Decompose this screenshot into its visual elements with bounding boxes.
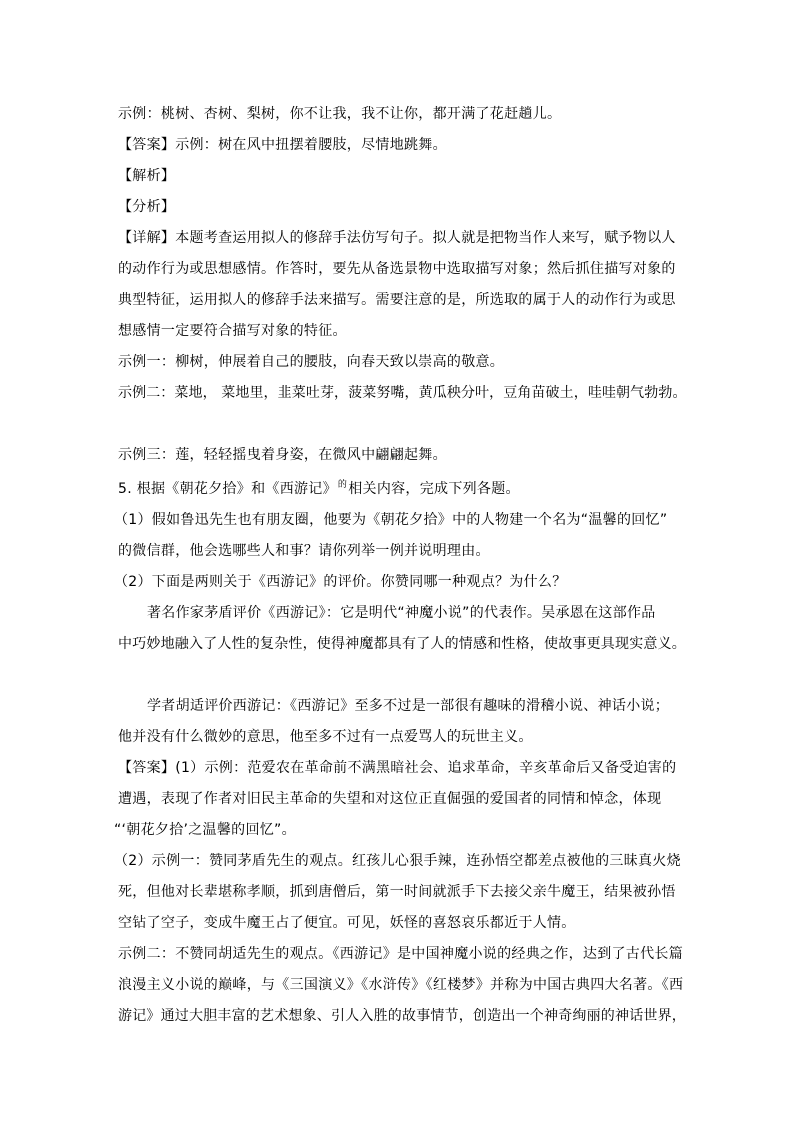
hushi-comment-line1: 学者胡适评价西游记：《西游记》至多不过是一部很有趣味的滑稽小说、神话小说； xyxy=(147,698,670,714)
maodun-comment-line1: 著名作家茅盾评价《西游记》：它是明代“神魔小说”的代表作。吴承恩在这部作品 xyxy=(147,605,656,621)
superscript-char: 的 xyxy=(337,480,348,490)
answer-line: 【答案】示例：树在风中扭摆着腰肢，尽情地跳舞。 xyxy=(118,137,447,153)
example-two-answer-line3: 游记》通过大胆丰富的艺术想象、引人入胜的故事情节，创造出一个神奇绚丽的神话世界， xyxy=(118,1008,686,1024)
question-5-title xyxy=(118,479,520,501)
question-5-title-part1: 5. 根据《朝花夕拾》和《西游记》 xyxy=(118,481,337,497)
analysis-heading: 【解析】 xyxy=(118,168,176,184)
question-5-part1-line1: （1）假如鲁迅先生也有朋友圈，他要为《朝花夕拾》中的人物建一个名为“温馨的回忆” xyxy=(114,512,668,528)
example-sentence: 示例：桃树、杏树、梨树，你不让我，我不让你，都开满了花赶趟儿。 xyxy=(118,106,562,122)
example-two: 示例二：菜地， 菜地里，韭菜吐芽，菠菜努嘴，黄瓜秧分叶，豆角苗破土，哇哇朝气勃勃。 xyxy=(118,385,687,401)
answer-part1-line1: 【答案】(1）示例：范爱农在革命前不满黑暗社会、追求革命，辛亥革命后又备受迫害的 xyxy=(118,760,677,776)
example-one: 示例一：柳树，伸展着自己的腰肢，向春天致以崇高的敬意。 xyxy=(118,354,505,370)
answer-part1-line3: “‘朝花夕拾’之温馨的回忆”。 xyxy=(114,822,296,838)
hushi-comment-line2: 他并没有什么微妙的意思，他至多不过有一点爱骂人的玩世主义。 xyxy=(118,729,533,745)
detail-line-1: 【详解】本题考查运用拟人的修辞手法仿写句子。拟人就是把物当作人来写，赋予物以人 xyxy=(118,230,676,246)
maodun-comment-line2: 中巧妙地融入了人性的复杂性，使得神魔都具有了人的情感和性格，使故事更具现实意义。 xyxy=(118,636,686,652)
detail-line-3: 典型特征，运用拟人的修辞手法来描写。需要注意的是，所选取的属于人的动作行为或思 xyxy=(118,292,676,308)
question-5-part1-line2: 的微信群，他会选哪些人和事？请你列举一例并说明理由。 xyxy=(118,543,490,559)
answer-part2-line3: 空钻了空子，变成牛魔王占了便宜。可见，妖怪的喜怒哀乐都近于人情。 xyxy=(118,915,576,931)
question-5-part2: （2）下面是两则关于《西游记》的评价。你赞同哪一种观点？为什么？ xyxy=(114,574,567,590)
question-5-title-part2: 相关内容，完成下列各题。 xyxy=(348,481,520,497)
detail-line-4: 想感情一定要符合描写对象的特征。 xyxy=(118,323,347,339)
example-two-answer-line2: 浪漫主义小说的巅峰，与《三国演义》《水浒传》《红楼梦》并称为中国古典四大名著。《西 xyxy=(118,977,684,993)
example-three: 示例三：莲，轻轻摇曳着身姿，在微风中翩翩起舞。 xyxy=(118,447,447,463)
analysis-subheading: 【分析】 xyxy=(118,199,176,215)
answer-part2-line1: （2）示例一：赞同茅盾先生的观点。红孩儿心狠手辣，连孙悟空都差点被他的三昧真火烧 xyxy=(114,853,681,869)
answer-part2-line2: 死，但他对长辈堪称孝顺，抓到唐僧后，第一时间就派手下去接父亲牛魔王，结果被孙悟 xyxy=(118,884,676,900)
answer-part1-line2: 遭遇，表现了作者对旧民主革命的失望和对这位正直倔强的爱国者的同情和悼念，体现 xyxy=(118,791,662,807)
detail-line-2: 的动作行为或思想感情。作答时，要先从备选景物中选取描写对象；然后抓住描写对象的 xyxy=(118,261,676,277)
example-two-answer-line1: 示例二：不赞同胡适先生的观点。《西游记》是中国神魔小说的经典之作，达到了古代长篇 xyxy=(118,946,683,962)
